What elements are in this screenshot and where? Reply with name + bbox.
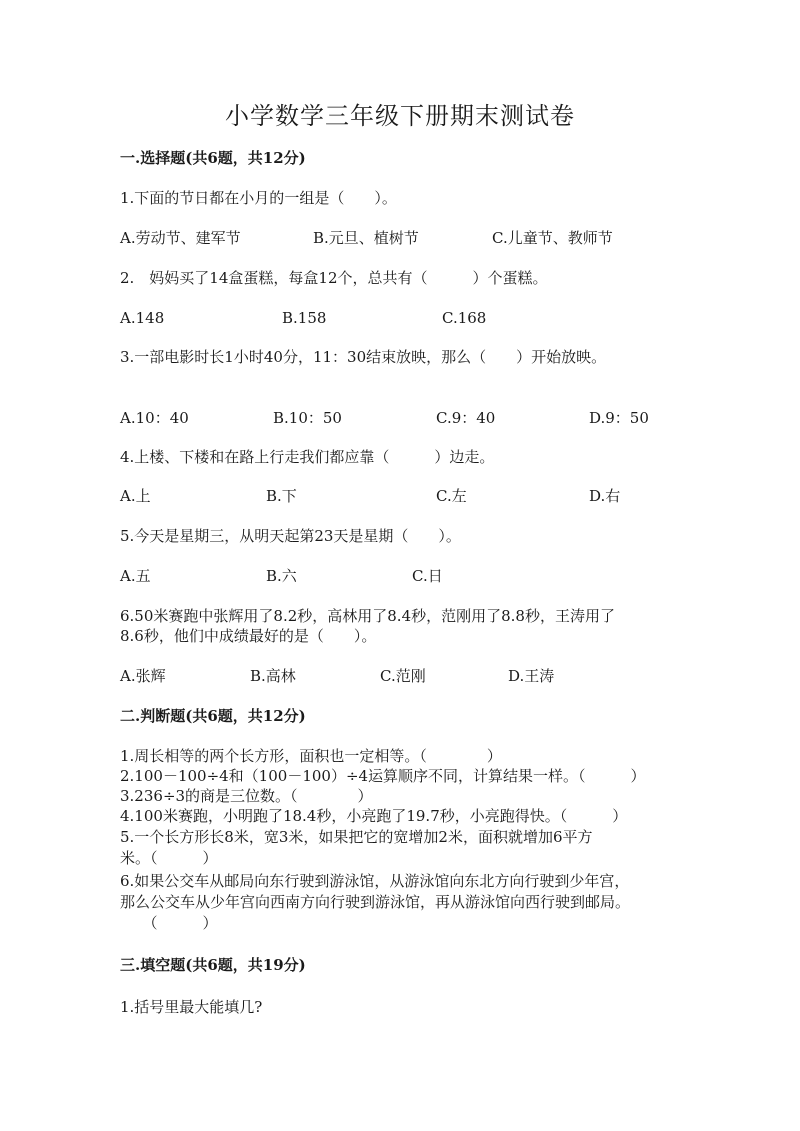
q4-option-a: A.上 (120, 487, 151, 505)
q3-option-c: C.9：40 (436, 409, 496, 427)
q3-option-b: B.10：50 (273, 409, 342, 427)
question-6-line1: 6.50米赛跑中张辉用了8.2秒，高林用了8.4秒，范刚用了8.8秒，王涛用了 (120, 607, 615, 625)
q6-option-a: A.张辉 (120, 667, 166, 685)
q6-option-d: D.王涛 (508, 667, 555, 685)
q5-option-a: A.五 (120, 567, 151, 585)
q5-option-c: C.日 (412, 567, 443, 585)
q6-option-c: C.范刚 (380, 667, 426, 685)
q4-option-c: C.左 (436, 487, 467, 505)
q1-option-a: A.劳动节、建军节 (120, 229, 241, 247)
section-heading-judgement: 二.判断题(共6题，共12分) (120, 707, 306, 725)
q2-option-b: B.158 (282, 309, 327, 327)
q4-option-d: D.右 (589, 487, 621, 505)
question-3: 3.一部电影时长1小时40分，11：30结束放映，那么（ ）开始放映。 (120, 348, 607, 366)
q3-option-a: A.10：40 (120, 409, 189, 427)
section-heading-choice: 一.选择题(共6题，共12分) (120, 149, 306, 167)
judgement-line: 6.如果公交车从邮局向东行驶到游泳馆，从游泳馆向东北方向行驶到少年宫， (120, 872, 630, 890)
q5-option-b: B.六 (266, 567, 297, 585)
judgement-line: 5.一个长方形长8米，宽3米，如果把它的宽增加2米，面积就增加6平方 (120, 828, 593, 846)
question-1: 1.下面的节日都在小月的一组是（ ）。 (120, 189, 397, 207)
section-heading-fill-in: 三.填空题(共6题，共19分) (120, 956, 306, 974)
q4-option-b: B.下 (266, 487, 297, 505)
question-5: 5.今天是星期三，从明天起第23天是星期（ ）。 (120, 527, 461, 545)
page-title: 小学数学三年级下册期末测试卷 (225, 102, 575, 130)
judgement-line: 那么公交车从少年宫向西南方向行驶到游泳馆，再从游泳馆向西行驶到邮局。 (120, 893, 631, 911)
judgement-line: 2.100－100÷4和（100－100）÷4运算顺序不同，计算结果一样。（ ） (120, 767, 646, 785)
question-4: 4.上楼、下楼和在路上行走我们都应靠（ ）边走。 (120, 448, 495, 466)
q1-option-c: C.儿童节、教师节 (492, 229, 613, 247)
q1-option-b: B.元旦、植树节 (313, 229, 419, 247)
question-6-line2: 8.6秒，他们中成绩最好的是（ ）。 (120, 627, 377, 645)
question-2: 2. 妈妈买了14盒蛋糕，每盒12个，总共有（ ）个蛋糕。 (120, 269, 548, 287)
judgement-line: 3.236÷3的商是三位数。（ ） (120, 787, 373, 805)
fill-question-1: 1.括号里最大能填几? (120, 998, 263, 1016)
q2-option-c: C.168 (442, 309, 487, 327)
judgement-line: 1.周长相等的两个长方形，面积也一定相等。（ ） (120, 747, 502, 765)
judgement-line: 4.100米赛跑，小明跑了18.4秒，小亮跑了19.7秒，小亮跑得快。（ ） (120, 807, 628, 825)
q3-option-d: D.9：50 (589, 409, 649, 427)
q6-option-b: B.高林 (250, 667, 296, 685)
judgement-line: 米。（ ） (120, 849, 218, 867)
judgement-line: （ ） (120, 914, 218, 932)
q2-option-a: A.148 (120, 309, 165, 327)
